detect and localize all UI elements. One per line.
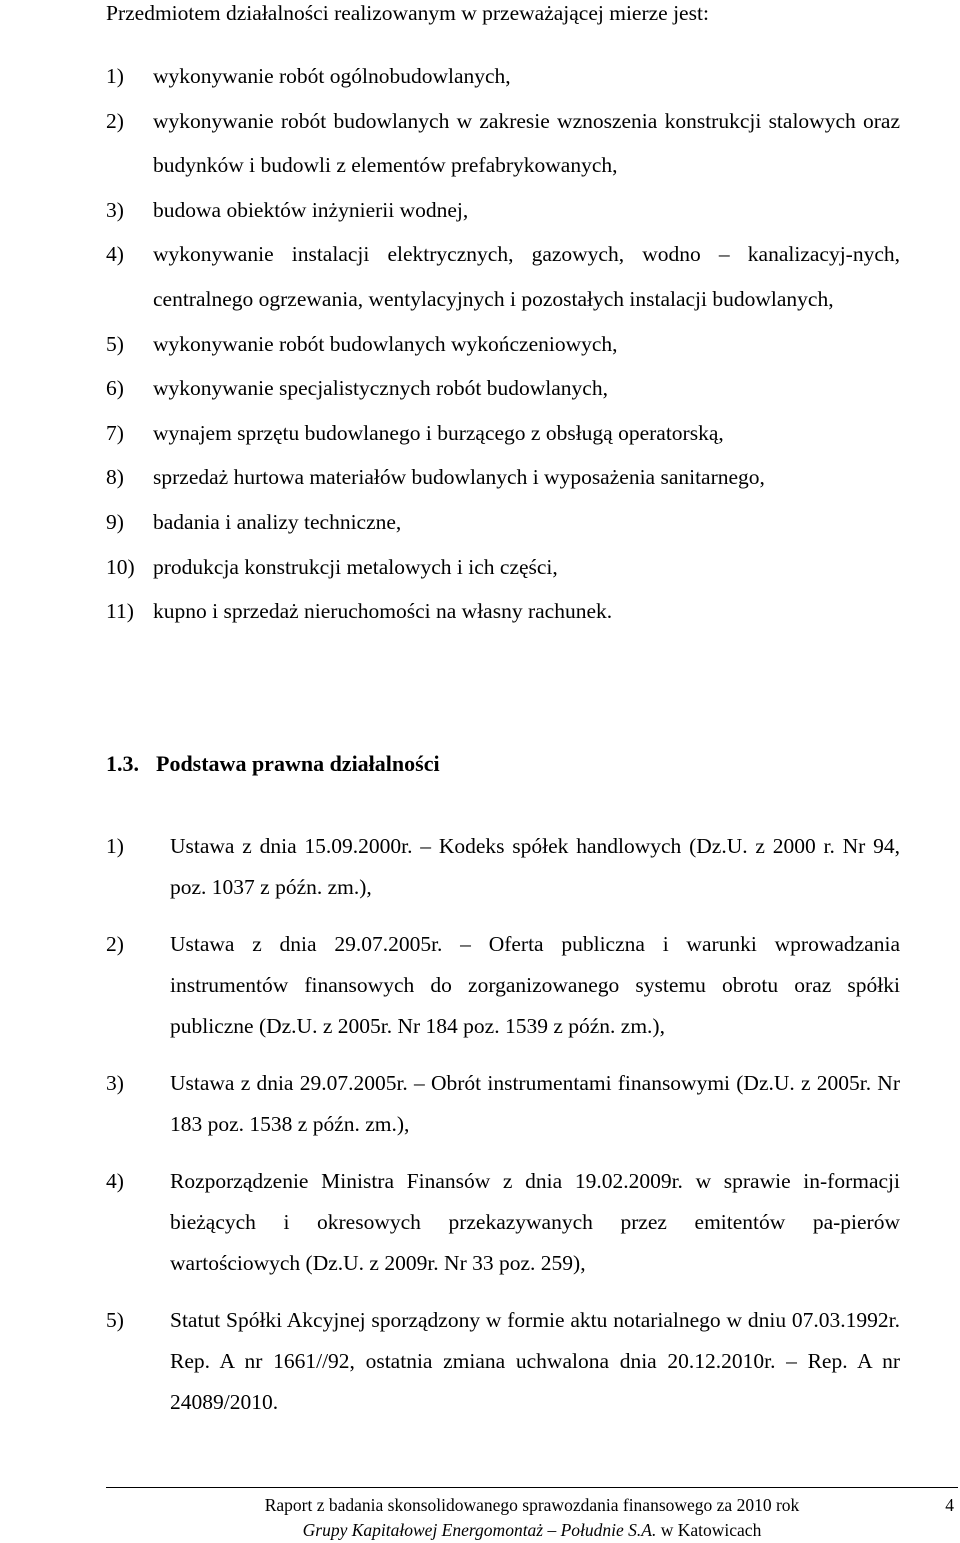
list-item — [106, 322, 900, 367]
list-item-text: Ustawa z dnia 29.07.2005r. – Oferta publiczna i warunki wprowadzania instrumentów finansowych do zorganizowanego systemu obrotu oraz spółki publiczne (Dz.U. z 2005r. Nr 184 poz. 1539 z późn. zm.), — [170, 932, 900, 1038]
list-item-text: badania i analizy techniczne, — [153, 509, 402, 534]
section-number: 1.3. — [106, 751, 139, 776]
list-item-number: 7) — [106, 420, 124, 445]
list-item-number: 2) — [106, 932, 124, 956]
list-item-text: sprzedaż hurtowa materiałów budowlanych i wyposażenia sanitarnego, — [153, 465, 765, 490]
list-item-text: wykonywanie robót budowlanych w zakresie wznoszenia konstrukcji stalowych oraz budynków i budowli z elementów prefabrykowanych, — [153, 108, 900, 178]
list-item-number: 6) — [106, 376, 124, 401]
list-item-text: budowa obiektów inżynierii wodnej, — [153, 197, 469, 222]
list-item — [106, 589, 900, 634]
list-item-text: wykonywanie robót ogólnobudowlanych, — [153, 64, 511, 88]
list-item-text: Ustawa z dnia 15.09.2000r. – Kodeks spółek handlowych (Dz.U. z 2000 r. Nr 94, poz. 1037 z późn. zm.), — [170, 834, 900, 899]
list-item-number: 2) — [106, 108, 124, 133]
list-item — [106, 1063, 900, 1145]
activities-list — [106, 54, 900, 634]
page-footer — [106, 1493, 958, 1543]
list-item-text: wynajem sprzętu budowlanego i burzącego z obsługą operatorską, — [153, 420, 724, 445]
list-item — [106, 366, 900, 411]
footer-company-city: w Katowicach — [660, 1520, 762, 1540]
section-heading — [106, 749, 440, 779]
footer-company-name: Grupy Kapitałowej Energomontaż – Południe S.A. — [302, 1520, 657, 1540]
list-item — [106, 411, 900, 456]
legal-bases-list — [106, 826, 900, 1439]
section-title: Podstawa prawna działalności — [156, 751, 440, 776]
list-item-number: 5) — [106, 331, 124, 356]
list-item-number: 3) — [106, 1071, 124, 1095]
list-item — [106, 826, 900, 908]
list-item — [106, 1161, 900, 1284]
list-item-text: wykonywanie specjalistycznych robót budowlanych, — [153, 376, 608, 401]
footer-report-title: Raport z badania skonsolidowanego sprawozdania finansowego za 2010 rok — [264, 1495, 800, 1515]
list-item-text: wykonywanie robót budowlanych wykończeniowych, — [153, 331, 618, 356]
footer-divider — [106, 1487, 958, 1488]
list-item-number: 4) — [106, 242, 124, 267]
list-item — [106, 54, 900, 99]
list-item — [106, 188, 900, 233]
list-item-text: produkcja konstrukcji metalowych i ich części, — [153, 554, 558, 579]
list-item-number: 5) — [106, 1308, 124, 1332]
list-item — [106, 545, 900, 590]
list-item-number: 8) — [106, 465, 124, 490]
list-item — [106, 924, 900, 1047]
list-item-number: 11) — [106, 599, 134, 624]
list-item — [106, 99, 900, 188]
intro-paragraph: Przedmiotem działalności realizowanym w przeważającej mierze jest: — [106, 1, 709, 25]
list-item — [106, 455, 900, 500]
list-item-number: 9) — [106, 509, 124, 534]
list-item-number: 1) — [106, 64, 124, 88]
list-item-number: 3) — [106, 197, 124, 222]
list-item-text: Statut Spółki Akcyjnej sporządzony w formie aktu notarialnego w dniu 07.03.1992r. Rep. A nr 1661//92, ostatnia zmiana uchwalona dnia 20.12.2010r. – Rep. A nr 24089/2010. — [170, 1308, 900, 1414]
list-item-text: kupno i sprzedaż nieruchomości na własny rachunek. — [153, 599, 613, 624]
footer-company-line — [106, 1518, 958, 1543]
list-item-text: Ustawa z dnia 29.07.2005r. – Obrót instrumentami finansowymi (Dz.U. z 2005r. Nr 183 poz. 1538 z późn. zm.), — [170, 1071, 900, 1136]
list-item-text: Rozporządzenie Ministra Finansów z dnia 19.02.2009r. w sprawie in-formacji bieżących i okresowych przekazywanych przez emitentów pa-pierów wartościowych (Dz.U. z 2009r. Nr 33 poz. 259), — [170, 1169, 900, 1275]
list-item — [106, 232, 900, 321]
list-item-number: 4) — [106, 1169, 124, 1193]
list-item-number: 10) — [106, 554, 135, 579]
list-item-number: 1) — [106, 834, 124, 858]
list-item-text: wykonywanie instalacji elektrycznych, gazowych, wodno – kanalizacyj-nych, centralnego ogrzewania, wentylacyjnych i pozostałych instalacji budowlanych, — [153, 242, 900, 311]
list-item — [106, 500, 900, 545]
list-item — [106, 1300, 900, 1423]
page-number: 4 — [945, 1495, 954, 1515]
